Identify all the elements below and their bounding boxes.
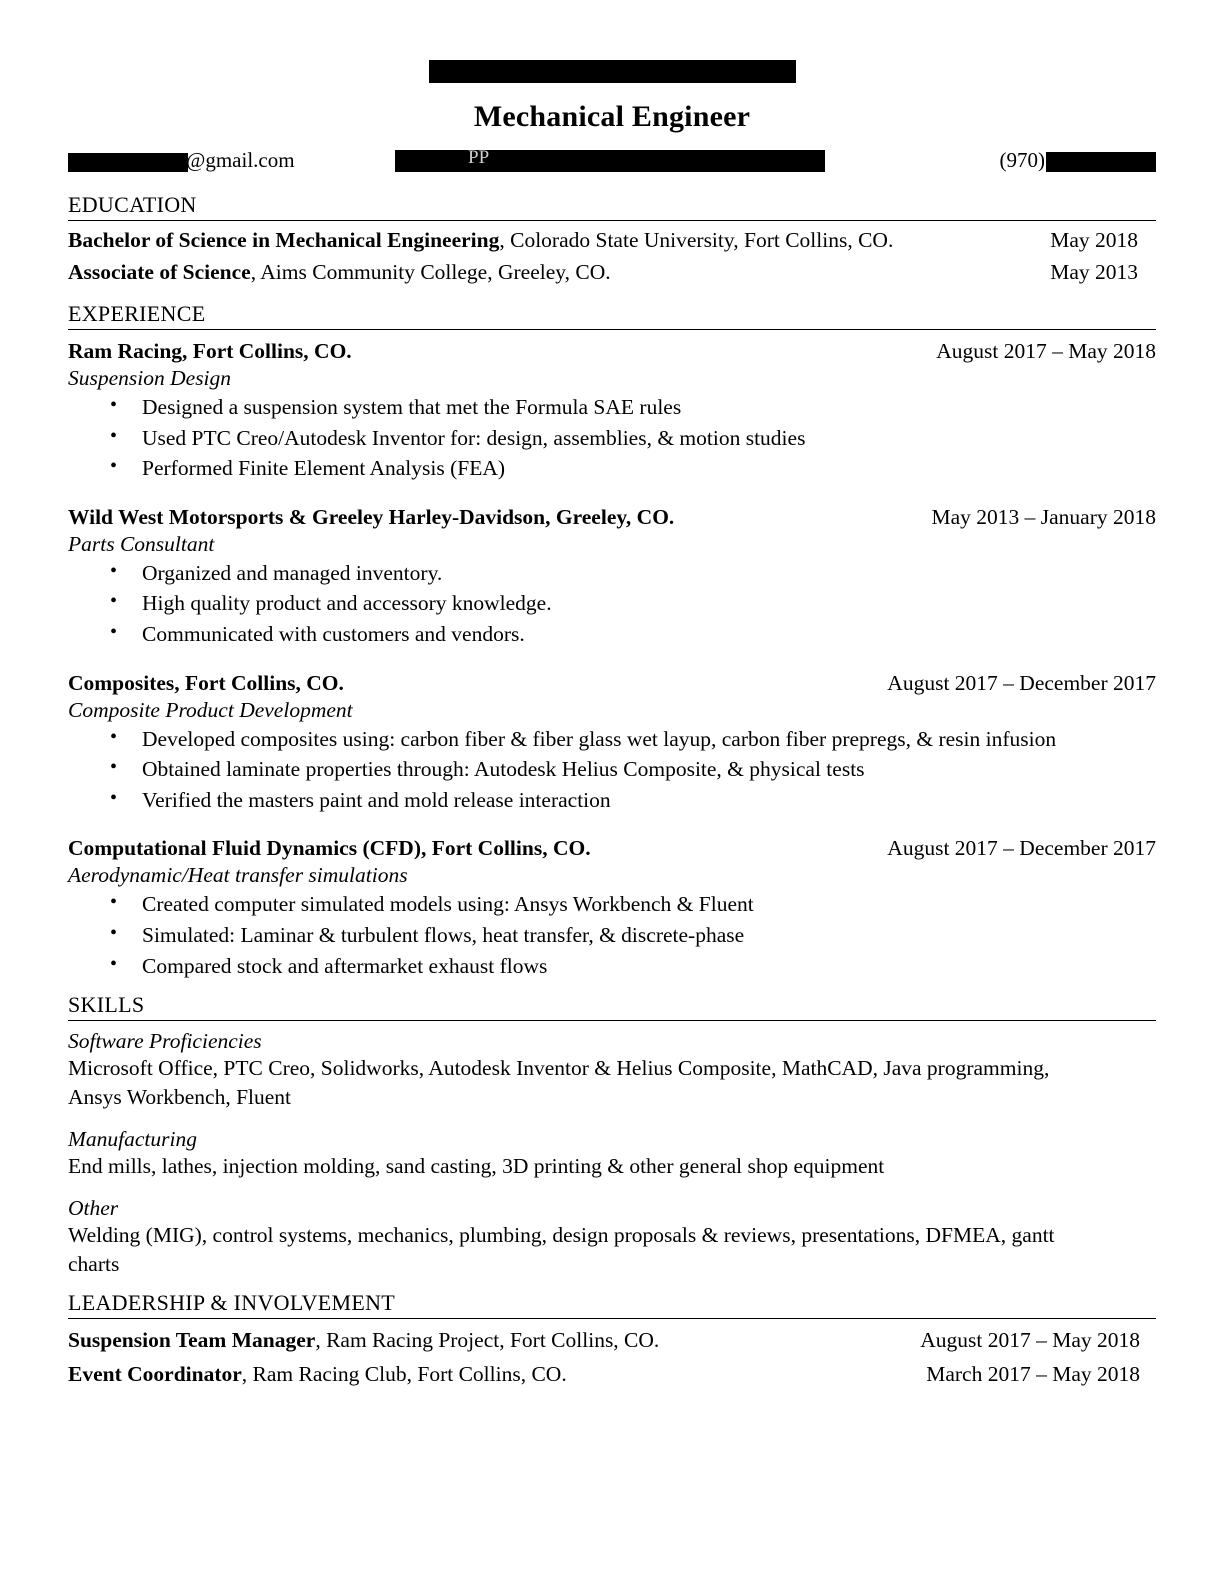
skills-category: Software Proficiencies <box>68 1029 262 1054</box>
experience-bullets <box>68 890 1156 980</box>
experience-date: May 2013 – January 2018 <box>931 504 1156 529</box>
phone-field <box>1000 148 1157 173</box>
experience-role: Parts Consultant <box>68 531 215 556</box>
list-item: • Used PTC Creo/Autodesk Inventor for: design, assemblies, & motion studies <box>142 424 1156 453</box>
section-heading-skills: SKILLS <box>68 992 1156 1021</box>
list-item: • Organized and managed inventory. <box>142 559 1156 588</box>
leadership-date: March 2017 – May 2018 <box>926 1362 1140 1386</box>
education-degree: Associate of Science <box>68 260 251 284</box>
skills-body: Welding (MIG), control systems, mechanics, plumbing, design proposals & reviews, presentations, DFMEA, gantt charts <box>68 1223 1055 1276</box>
experience-entry <box>68 339 1156 483</box>
experience-role: Composite Product Development <box>68 697 353 722</box>
contact-row <box>68 144 1156 180</box>
experience-bullets <box>68 725 1156 815</box>
phone-prefix: (970) <box>999 148 1045 172</box>
list-item: • Communicated with customers and vendors. <box>142 620 1156 649</box>
name-redaction-bar <box>429 60 796 83</box>
candidate-name <box>68 60 1156 83</box>
education-entry <box>68 260 1156 285</box>
section-heading-leadership: LEADERSHIP & INVOLVEMENT <box>68 1290 1156 1319</box>
education-entry <box>68 228 1156 253</box>
list-item: • Developed composites using: carbon fiber & fiber glass wet layup, carbon fiber prepregs, & resin infusion <box>142 725 1156 754</box>
experience-date: August 2017 – May 2018 <box>936 339 1156 363</box>
leadership-date: August 2017 – May 2018 <box>920 1328 1140 1352</box>
email-redaction-bar <box>68 153 188 172</box>
experience-org: Computational Fluid Dynamics (CFD), Fort Collins, CO. <box>68 836 591 861</box>
list-item: • Performed Finite Element Analysis (FEA) <box>142 454 1156 483</box>
experience-date: August 2017 – December 2017 <box>887 836 1156 861</box>
education-date: May 2018 <box>1050 228 1138 252</box>
list-item: • Compared stock and aftermarket exhaust flows <box>142 952 1156 981</box>
list-item: • High quality product and accessory knowledge. <box>142 589 1156 618</box>
list-item: • Designed a suspension system that met the Formula SAE rules <box>142 393 1156 422</box>
experience-role: Aerodynamic/Heat transfer simulations <box>68 863 408 888</box>
phone-redaction-bar <box>1046 152 1156 172</box>
experience-entry <box>68 671 1156 815</box>
education-entry-text <box>68 228 893 253</box>
experience-org: Wild West Motorsports & Greeley Harley-Davidson, Greeley, CO. <box>68 504 675 529</box>
list-item: • Created computer simulated models using: Ansys Workbench & Fluent <box>142 890 1156 919</box>
email-suffix: @gmail.com <box>186 148 295 172</box>
experience-bullets <box>68 393 1156 483</box>
skills-body: Microsoft Office, PTC Creo, Solidworks, Autodesk Inventor & Helius Composite, MathCAD, Java programming, Ansys Workbench, Fluent <box>68 1056 1050 1109</box>
experience-org: Ram Racing, Fort Collins, CO. <box>68 339 352 363</box>
skills-category: Other <box>68 1196 119 1221</box>
leadership-detail: , Ram Racing Club, Fort Collins, CO. <box>241 1362 567 1386</box>
education-date: May 2013 <box>1050 260 1138 284</box>
experience-entry <box>68 836 1156 980</box>
education-school: , Aims Community College, Greeley, CO. <box>250 260 611 284</box>
leadership-entry <box>68 1362 1156 1387</box>
skills-body: End mills, lathes, injection molding, sand casting, 3D printing & other general shop equipment <box>68 1153 885 1178</box>
leadership-entry-text <box>68 1328 659 1353</box>
list-item: • Verified the masters paint and mold release interaction <box>142 786 1156 815</box>
leadership-title: Event Coordinator <box>68 1362 242 1386</box>
experience-org: Composites, Fort Collins, CO. <box>68 670 344 695</box>
experience-entry <box>68 505 1156 649</box>
leadership-entry <box>68 1328 1156 1353</box>
leadership-entry-text <box>68 1362 567 1387</box>
address-redaction-bar <box>395 150 825 172</box>
address-field <box>395 147 825 169</box>
experience-role: Suspension Design <box>68 366 232 390</box>
email-field <box>68 148 295 173</box>
education-school: , Colorado State University, Fort Collins, CO. <box>499 228 894 252</box>
page-title: Mechanical Engineer <box>473 100 751 133</box>
experience-bullets <box>68 559 1156 649</box>
leadership-detail: , Ram Racing Project, Fort Collins, CO. <box>315 1328 660 1352</box>
address-ghost-text: PP <box>468 147 490 168</box>
experience-date: August 2017 – December 2017 <box>887 670 1156 695</box>
section-heading-experience: EXPERIENCE <box>68 301 1156 330</box>
section-heading-education: EDUCATION <box>68 192 1156 221</box>
skills-category: Manufacturing <box>68 1126 197 1151</box>
list-item: • Simulated: Laminar & turbulent flows, heat transfer, & discrete-phase <box>142 921 1156 950</box>
education-degree: Bachelor of Science in Mechanical Engineering <box>68 228 500 252</box>
leadership-title: Suspension Team Manager <box>68 1328 316 1352</box>
education-entry-text <box>68 260 611 285</box>
list-item: • Obtained laminate properties through: Autodesk Helius Composite, & physical tests <box>142 755 1156 784</box>
